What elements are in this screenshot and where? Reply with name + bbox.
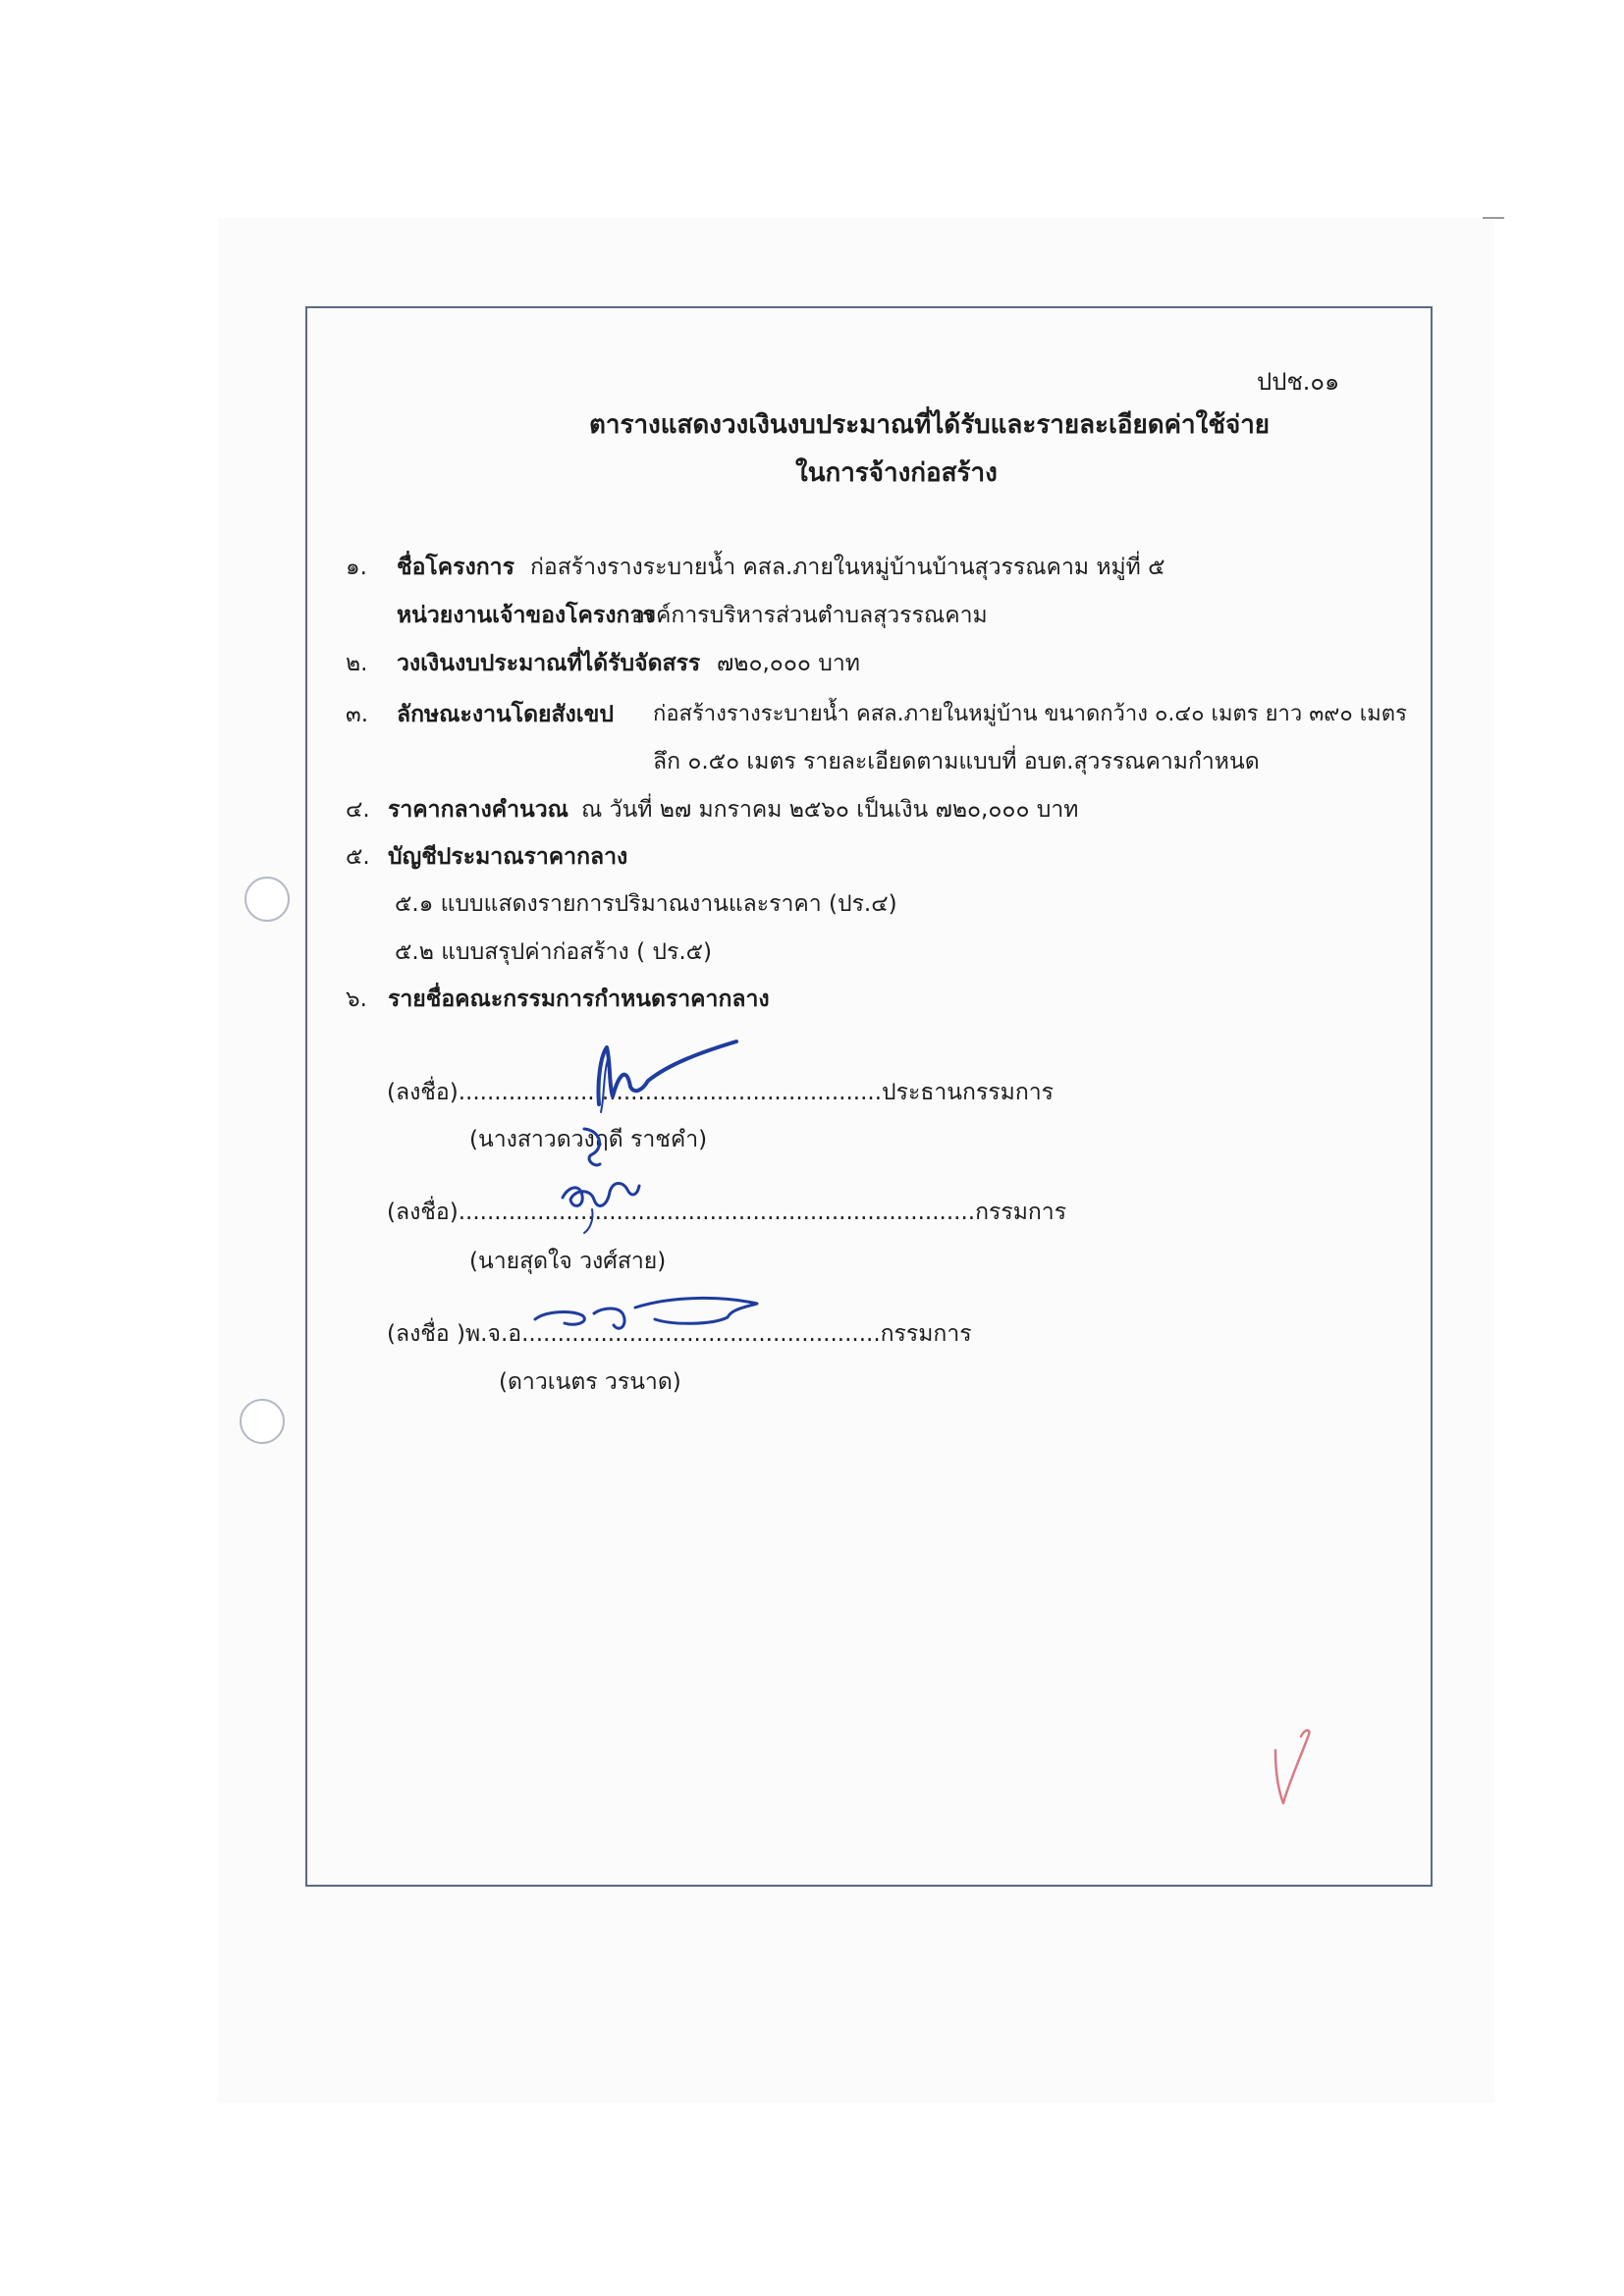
item-1-number: ๑.	[346, 555, 367, 580]
punch-hole-top	[244, 877, 290, 922]
item-6-label: รายชื่อคณะกรรมการกำหนดราคากลาง	[388, 987, 770, 1012]
item-2-value: ๗๒๐,๐๐๐ บาท	[717, 651, 860, 676]
item-6-number: ๖.	[346, 987, 367, 1012]
item-3-label: ลักษณะงานโดยสังเขป	[397, 702, 614, 727]
check-mark	[1262, 1723, 1321, 1811]
item-1-value: ก่อสร้างรางระบายน้ำ คสล.ภายในหมู่บ้านบ้านสุวรรณคาม หมู่ที่ ๕	[530, 555, 1165, 580]
item-5-sub-2: ๕.๒ แบบสรุปค่าก่อสร้าง ( ปร.๕)	[395, 939, 713, 965]
item-5-sub-1: ๕.๑ แบบแสดงรายการปริมาณงานและราคา (ปร.๔)	[395, 891, 897, 917]
item-2-label: วงเงินงบประมาณที่ได้รับจัดสรร	[397, 651, 701, 676]
item-3-value-line2: ลึก ๐.๕๐ เมตร รายละเอียดตามแบบที่ อบต.สุวรรณคามกำหนด	[653, 749, 1260, 774]
signature-member-2	[525, 1286, 771, 1345]
signature-chairman	[579, 1036, 746, 1124]
name-member-1: (นายสุดใจ วงศ์สาย)	[469, 1249, 667, 1274]
item-4-value: ณ วันที่ ๒๗ มกราคม ๒๕๖๐ เป็นเงิน ๗๒๐,๐๐๐ บาท	[581, 797, 1079, 823]
signature-line-chairman: (ลงชื่อ)...........................................................ประธานกรรมการ	[387, 1080, 1055, 1105]
document-title: ตารางแสดงวงเงินงบประมาณที่ได้รับและรายละเอียดค่าใช้จ่าย	[589, 410, 1271, 440]
item-2-number: ๒.	[346, 651, 368, 676]
name-member-2: (ดาวเนตร วรนาด)	[499, 1369, 681, 1395]
signature-line-member-1: (ลงชื่อ)........................................................................กรรมการ	[387, 1200, 1067, 1225]
signature-member-1	[545, 1119, 653, 1237]
item-3-number: ๓.	[346, 702, 369, 727]
item-5-number: ๕.	[346, 844, 370, 870]
document-subtitle: ในการจ้างก่อสร้าง	[795, 458, 998, 488]
item-1-label: ชื่อโครงการ	[397, 555, 514, 580]
item-1-owner-label: หน่วยงานเจ้าของโครงการ	[397, 603, 655, 628]
scan-edge-mark	[1483, 217, 1504, 219]
item-4-label: ราคากลางคำนวณ	[388, 797, 569, 823]
item-4-number: ๔.	[346, 797, 370, 823]
form-code: ปปช.๐๑	[1257, 368, 1340, 396]
punch-hole-bottom	[240, 1399, 285, 1444]
name-chairman: (นางสาวดวงฤดี ราชคำ)	[469, 1127, 708, 1152]
item-3-value-line1: ก่อสร้างรางระบายน้ำ คสล.ภายในหมู่บ้าน ขนาดกว้าง ๐.๔๐ เมตร ยาว ๓๙๐ เมตร	[653, 702, 1407, 726]
item-1-owner-value: องค์การบริหารส่วนตำบลสุวรรณคาม	[631, 603, 988, 628]
item-5-label: บัญชีประมาณราคากลาง	[388, 844, 628, 870]
signature-line-member-2: (ลงชื่อ )พ.จ.อ..................................................กรรมการ	[387, 1321, 972, 1347]
